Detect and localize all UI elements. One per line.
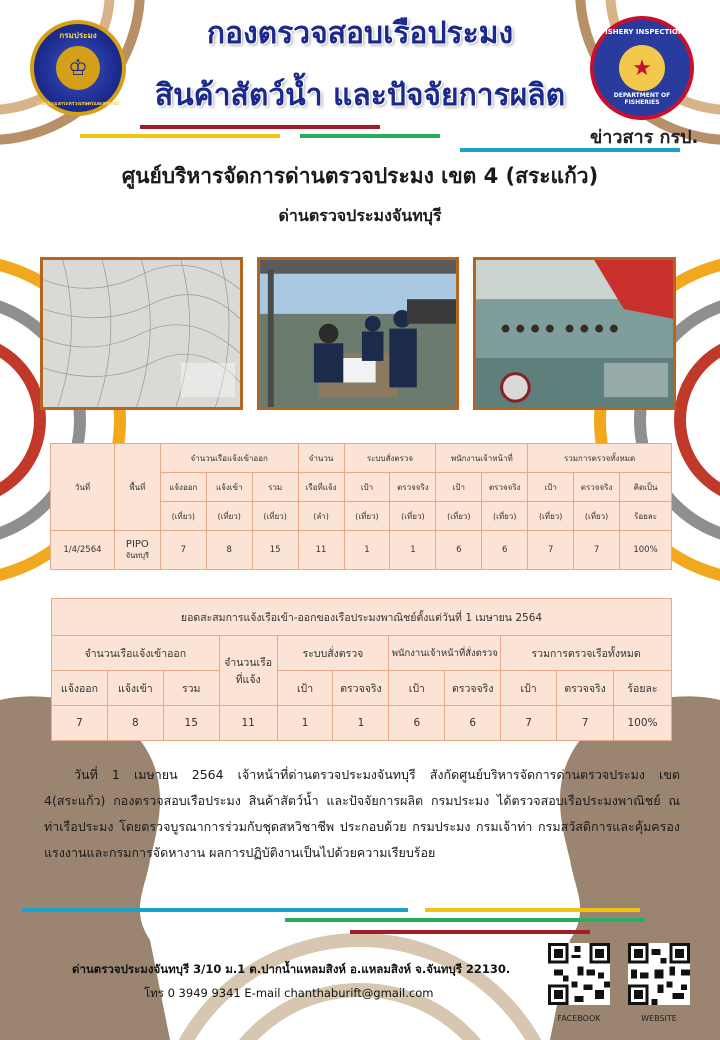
cell-system-target: 1: [344, 531, 390, 570]
col-out: แจ้งออก: [160, 473, 206, 502]
col-total-target: เป้า: [501, 671, 557, 706]
cell-in: 8: [206, 531, 252, 570]
col-boats-notified-line2: ที่แจ้ง: [235, 673, 261, 686]
unit-boat: (ลำ): [298, 502, 344, 531]
col-boats-notified: [219, 636, 277, 706]
col-out: แจ้งออก: [52, 671, 108, 706]
col-system-actual: ตรวจจริง: [333, 671, 389, 706]
center-title: ศูนย์บริหารจัดการด่านตรวจประมง เขต 4 (สระแก้ว): [121, 164, 599, 188]
cell-total-target: 7: [501, 706, 557, 741]
col-officer-target: เป้า: [436, 473, 482, 502]
qr-website-label: WEBSITE: [641, 1014, 677, 1023]
cell-boats: 11: [298, 531, 344, 570]
cell-percent: 100%: [620, 531, 672, 570]
cumulative-inspection-table: [51, 598, 672, 741]
col-group-system: ระบบสั่งตรวจ: [277, 636, 389, 671]
col-area: พื้นที่: [114, 444, 160, 531]
col-sum: รวม: [163, 671, 219, 706]
unit-trip: (เที่ยว): [528, 502, 574, 531]
col-system-target: เป้า: [277, 671, 333, 706]
cell-system-actual: 1: [390, 531, 436, 570]
cell-sum: 15: [163, 706, 219, 741]
unit-trip: (เที่ยว): [344, 502, 390, 531]
table-caption: ยอดสะสมการแจ้งเรือเข้า-ออกของเรือประมงพาณิชย์ตั้งแต่วันที่ 1 เมษายน 2564: [52, 599, 672, 636]
table-row: [51, 531, 672, 570]
col-boats-notified: เรือที่แจ้ง: [298, 473, 344, 502]
unit-trip: (เที่ยว): [252, 502, 298, 531]
cell-area-code: PIPO: [125, 538, 149, 550]
cell-officer-actual: 6: [445, 706, 501, 741]
cell-system-target: 1: [277, 706, 333, 741]
cell-total-actual: 7: [557, 706, 614, 741]
unit-trip: (เที่ยว): [390, 502, 436, 531]
photo-fishing-net: [40, 257, 243, 410]
col-percent: ร้อยละ: [613, 671, 671, 706]
table-row: [52, 706, 672, 741]
col-in: แจ้งเข้า: [206, 473, 252, 502]
col-officer-target: เป้า: [389, 671, 445, 706]
cell-officer-target: 6: [389, 706, 445, 741]
logo-left-subtext: กรมประมงกระทรวงเกษตรและสหกรณ์: [36, 101, 120, 107]
fishery-inspection-logo: [590, 16, 694, 120]
col-group-officer: พนักงานเจ้าหน้าที่: [436, 444, 528, 473]
col-group-system: ระบบสั่งตรวจ: [344, 444, 436, 473]
col-group-total: รวมการตรวจทั้งหมด: [528, 444, 672, 473]
col-group-boats: จำนวนเรือแจ้งเข้าออก: [52, 636, 220, 671]
logo-left-text: กรมประมง: [59, 31, 97, 40]
unit-trip: (เที่ยว): [436, 502, 482, 531]
unit-trip: (เที่ยว): [206, 502, 252, 531]
col-boats-notified-line1: จำนวนเรือ: [224, 656, 273, 669]
emblem-icon: ♔: [56, 46, 100, 90]
checkpoint-title: ด่านตรวจประมงจันทบุรี: [278, 206, 442, 225]
cell-total-target: 7: [528, 531, 574, 570]
qr-facebook-label: FACEBOOK: [557, 1014, 601, 1023]
cell-out: 7: [52, 706, 108, 741]
footer-contact: โทร 0 3949 9341 E-mail chanthaburift@gmail.com: [144, 986, 434, 1000]
news-body: วันที่ 1 เมษายน 2564 เจ้าหน้าที่ด่านตรวจประมงจันทบุรี สังกัดศูนย์บริหารจัดการด่านตรวจประมง เขต 4(สระแก้ว) กองตรวจสอบเรือประมง สินค้าสัตว์น้ำ และปัจจัยการผลิต กรมประมง ได้ตรวจสอบเรือประมงพาณิชย์ ณ ท่าเรือประมง โดยตรวจบูรณาการร่วมกับชุดสหวิชาชีพ ประกอบด้วย กรมประมง กรมเจ้าท่า กรมสวัสดิการและคุ้มครองแรงงานและกรมการจัดหางาน ผลการปฏิบัติงานเป็นไปด้วยความเรียบร้อย: [44, 767, 680, 860]
cell-total-actual: 7: [574, 531, 620, 570]
cell-boats: 11: [219, 706, 277, 741]
col-group-count: จำนวน: [298, 444, 344, 473]
col-total-actual: ตรวจจริง: [574, 473, 620, 502]
col-group-boats: จำนวนเรือแจ้งเข้าออก: [160, 444, 298, 473]
col-in: แจ้งเข้า: [107, 671, 163, 706]
cell-system-actual: 1: [333, 706, 389, 741]
daily-inspection-table: [50, 443, 672, 570]
photo-boat-registration: [473, 257, 676, 410]
unit-percent: ร้อยละ: [620, 502, 672, 531]
col-group-total: รวมการตรวจเรือทั้งหมด: [501, 636, 672, 671]
news-label: ข่าวสาร กรป.: [590, 127, 699, 148]
col-officer-actual: ตรวจจริง: [445, 671, 501, 706]
cell-area-name: จันทบุรี: [125, 550, 149, 560]
logo-right-text: FISHERY INSPECTION: [600, 28, 684, 36]
header-title-line2: สินค้าสัตว์น้ำ และปัจจัยการผลิต: [154, 78, 566, 113]
photo-inspection-team: [257, 257, 459, 410]
logo-right-subtext: DEPARTMENT OF FISHERIES: [613, 92, 671, 106]
badge-icon: ★: [619, 45, 665, 91]
cell-area: [114, 531, 160, 570]
col-total-actual: ตรวจจริง: [557, 671, 614, 706]
col-officer-actual: ตรวจจริง: [482, 473, 528, 502]
unit-trip: (เที่ยว): [482, 502, 528, 531]
cell-in: 8: [107, 706, 163, 741]
cell-sum: 15: [252, 531, 298, 570]
col-date: วันที่: [51, 444, 115, 531]
cell-officer-actual: 6: [482, 531, 528, 570]
col-percent-label: คิดเป็น: [620, 473, 672, 502]
col-sum: รวม: [252, 473, 298, 502]
col-system-actual: ตรวจจริง: [390, 473, 436, 502]
cell-date: 1/4/2564: [51, 531, 115, 570]
qr-facebook-icon[interactable]: [548, 943, 610, 1005]
header-title-line1: กองตรวจสอบเรือประมง: [206, 16, 514, 51]
col-group-officer: พนักงานเจ้าหน้าที่สั่งตรวจ: [389, 636, 501, 671]
col-total-target: เป้า: [528, 473, 574, 502]
cell-out: 7: [160, 531, 206, 570]
unit-trip: (เที่ยว): [160, 502, 206, 531]
col-system-target: เป้า: [344, 473, 390, 502]
footer-address: ด่านตรวจประมงจันทบุรี 3/10 ม.1 ต.ปากน้ำแหลมสิงห์ อ.แหลมสิงห์ จ.จันทบุรี 22130.: [72, 962, 511, 976]
cell-percent: 100%: [613, 706, 671, 741]
qr-website-icon[interactable]: [628, 943, 690, 1005]
dof-logo: [30, 20, 126, 116]
cell-officer-target: 6: [436, 531, 482, 570]
unit-trip: (เที่ยว): [574, 502, 620, 531]
